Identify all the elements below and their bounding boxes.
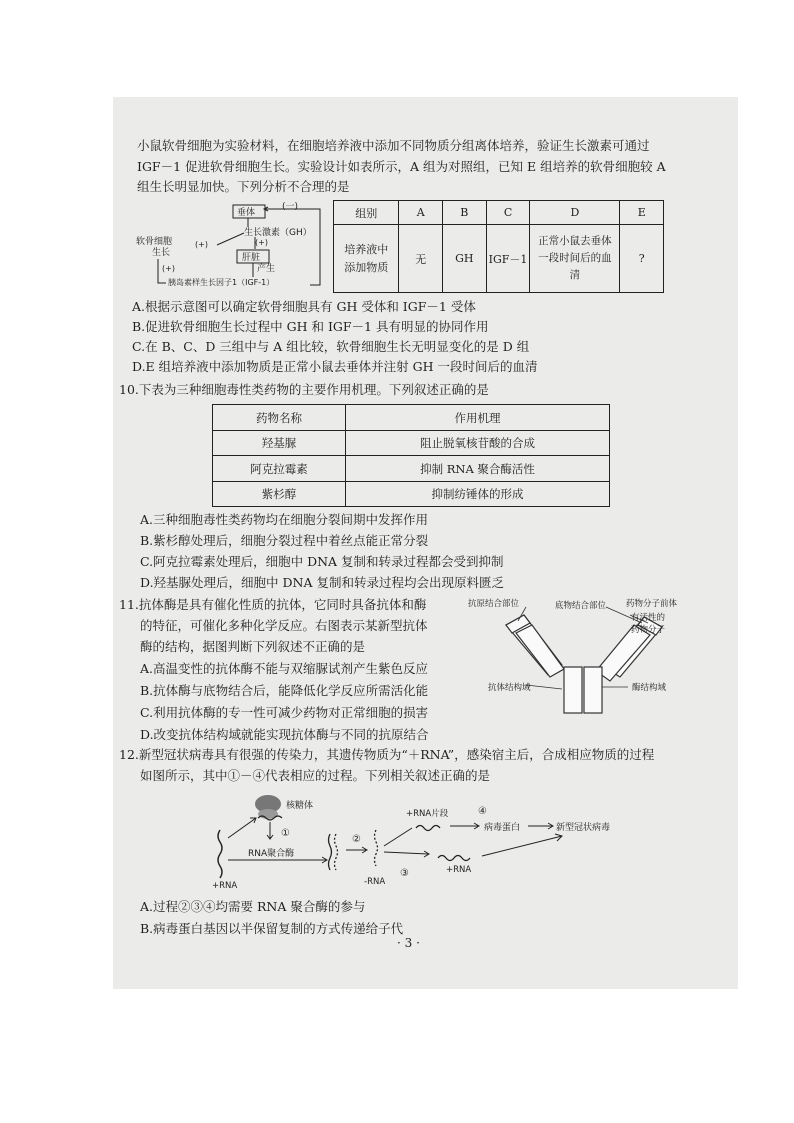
q12-stem-line2: 如图所示，其中①－④代表相应的过程。下列相关叙述正确的是 [140,768,491,783]
q10-row3-name: 紫杉醇 [213,481,346,506]
enzyme-domain-label: 酶结构域 [632,683,667,693]
antigen-site-label: 抗原结合部位 [468,599,520,609]
plus-rna-copy-label: +RNA [446,865,472,875]
q10-row2-mech: 抑制 RNA 聚合酶活性 [346,456,610,481]
q10-table [212,404,610,507]
q9-intro-line3: 组生长明显加快。下列分析不合理的是 [137,179,350,194]
plus-sign-2: (+) [255,238,268,247]
negative-feedback-sign: (一) [282,202,299,212]
q9-option-b: B.促进软骨细胞生长过程中 GH 和 IGF－1 具有明显的协同作用 [132,319,489,334]
q9-th-group: 组别 [334,201,399,225]
new-virus-label: 新型冠状病毒 [556,823,611,833]
virus-replication-figure [206,790,636,890]
rna-fragment-strand [416,826,440,831]
q11-stem-line1: 11.抗体酶是具有催化性质的抗体，它同时具备抗体和酶 [119,597,427,612]
q9-table [333,200,664,293]
process-3-label: ③ [400,868,409,879]
q11-stem-line2: 的特征，可催化多种化学反应。右图表示某新型抗体 [140,618,428,633]
q10-th-mechanism: 作用机理 [346,405,610,431]
ribosome-label: 核糖体 [286,801,314,811]
rna-fragment-label: +RNA片段 [406,809,449,819]
q10-option-a: A.三种细胞毒性类药物均在细胞分裂间期中发挥作用 [140,512,429,527]
q10-option-c: C.阿克拉霉素处理后，细胞中 DNA 复制和转录过程都会受到抑制 [140,554,504,569]
q11-option-d: D.改变抗体结构域就能实现抗体酶与不同的抗原结合 [140,727,429,742]
gh-label: 生长激素（GH） [244,228,312,238]
liver-label: 肝脏 [242,253,261,263]
q10-row3-mech: 抑制纺锤体的形成 [346,481,610,506]
q9-cell-d: 正常小鼠去垂体一段时间后的血清 [530,225,620,293]
q12-stem-line1: 12.新型冠状病毒具有很强的传染力，其遗传物质为“＋RNA”，感染宿主后，合成相应物质的过程 [119,747,655,762]
q11-option-a: A.高温变性的抗体酶不能与双缩脲试剂产生紫色反应 [140,661,429,676]
q12-option-a: A.过程②③④均需要 RNA 聚合酶的参与 [140,899,366,914]
stem-right [584,667,602,713]
cartilage-label-2: 生长 [152,248,171,258]
q9-cell-a: 无 [399,225,443,293]
q9-row-label: 培养液中添加物质 [334,225,399,293]
q9-option-d: D.E 组培养液中添加物质是正常小鼠去垂体并注射 GH 一段时间后的血清 [132,359,538,374]
process-1-label: ① [281,828,290,839]
q11-option-b: B.抗体酶与底物结合后，能降低化学反应所需活化能 [140,683,429,698]
igf-label: 胰岛素样生长因子1（IGF-1） [168,278,275,287]
q11-option-c: C.利用抗体酶的专一性可减少药物对正常细胞的损害 [140,705,429,720]
q10-stem: 10.下表为三种细胞毒性类药物的主要作用机理。下列叙述正确的是 [119,382,489,397]
q10-row2-name: 阿克拉霉素 [213,456,346,481]
q9-th-d: D [530,201,620,225]
q10-th-name: 药物名称 [213,405,346,431]
precursor-label: 药物分子前体 [626,599,678,609]
q10-option-d: D.羟基脲处理后，细胞中 DNA 复制和转录过程均会出现原料匮乏 [140,575,504,590]
q11-stem-line3: 酶的结构，据图判断下列叙述不正确的是 [140,639,366,654]
process-2-label: ② [352,834,361,845]
page-number: · 3 · [397,936,420,950]
pituitary-label: 垂体 [237,208,256,218]
plus-sign-1: (+) [195,240,208,249]
q9-cell-b: GH [443,225,487,293]
q9-cell-e: ? [620,225,664,293]
q9-intro-line1: 小鼠软骨细胞为实验材料，在细胞培养液中添加不同物质分组离体培养，验证生长激素可通过 [137,138,650,153]
q9-option-c: C.在 B、C、D 三组中与 A 组比较，软骨细胞生长无明显变化的是 D 组 [132,339,530,354]
viral-protein-label: 病毒蛋白 [484,823,521,833]
q9-th-c: C [486,201,530,225]
q10-row1-name: 羟基脲 [213,431,346,456]
active-drug-label-2: 药物分子 [631,625,666,635]
cartilage-label-1: 软骨细胞 [136,237,173,247]
plus-rna-label: +RNA [212,881,238,890]
plus-sign-3: (+) [162,264,175,273]
q9-intro-line2: IGF－1 促进软骨细胞生长。实验设计如表所示，A 组为对照组，已知 E 组培养的软骨细胞较 A [137,159,666,174]
minus-rna-strand [375,830,378,866]
minus-rna-label: -RNA [364,877,386,887]
process-4-label: ④ [478,806,487,817]
antibody-domain-label: 抗体结构域 [488,683,531,693]
q10-option-b: B.紫杉醇处理后，细胞分裂过程中着丝点能正常分裂 [140,533,429,548]
antibody-enzyme-figure [466,595,710,720]
q9-cell-c: IGF－1 [486,225,530,293]
q9-th-a: A [399,201,443,225]
rna-polymerase-label: RNA聚合酶 [248,849,295,859]
q9-th-e: E [620,201,664,225]
q9-option-a: A.根据示意图可以确定软骨细胞具有 GH 受体和 IGF－1 受体 [132,299,476,314]
q12-option-b: B.病毒蛋白基因以半保留复制的方式传递给子代 [140,921,404,936]
q10-row1-mech: 阻止脱氧核苷酸的合成 [346,431,610,456]
stem-left [564,667,582,713]
plus-rna-copy-strand [438,856,470,861]
q9-th-b: B [443,201,487,225]
substrate-site-label: 底物结合部位 [555,601,607,611]
hormone-feedback-diagram [132,197,328,293]
active-drug-label-1: 有活性的 [631,613,666,623]
plus-rna-strand [218,830,222,878]
produce-label: 产生 [257,264,276,274]
